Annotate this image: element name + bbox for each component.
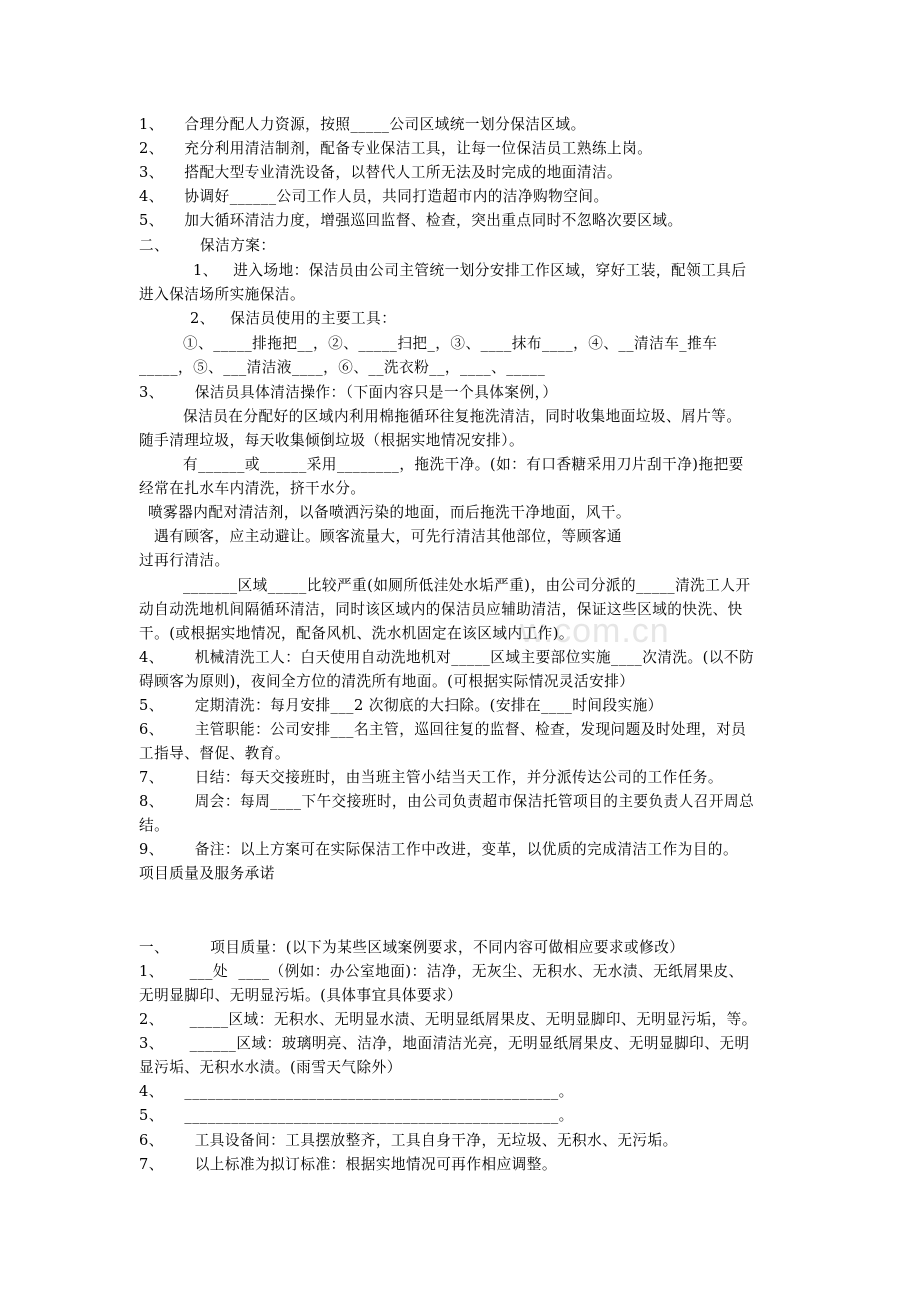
section-heading: 二、 保洁方案： (139, 237, 276, 254)
text-line: 进入保洁场所实施保洁。 (139, 286, 306, 303)
text-line: 3、 ______区域：玻璃明亮、洁净，地面清洁光亮，无明显纸屑果皮、无明显脚印、无明 (139, 1035, 750, 1052)
text-line: 9、 备注：以上方案可在实际保洁工作中改进，变革，以优质的完成清洁工作为目的。 (139, 841, 739, 858)
text-line: 7、 日结：每天交接班时，由当班主管小结当天工作，并分派传达公司的工作任务。 (139, 769, 723, 786)
text-line: 显污垢、无积水水渍。(雨雪天气除外） (139, 1059, 402, 1076)
text-line: 干。(或根据实地情况，配备风机、洗水机固定在该区域内工作)。 (139, 625, 575, 642)
text-line: ①、_____排拖把__，②、_____扫把_，③、____抹布____，④、__清洁车_推车 (183, 335, 718, 352)
text-line: 1、 进入场地：保洁员由公司主管统一划分安排工作区域，穿好工装，配领工具后 (193, 262, 747, 279)
text-line: 4、 机械清洗工人：白天使用自动洗地机对_____区域主要部位实施____次清洗。(以不防 (139, 649, 755, 666)
text-line: 1、 ___处 ____（例如：办公室地面)：洁净，无灰尘、无积水、无水渍、无纸屑果皮、 (139, 963, 744, 980)
text-line: 遇有顾客，应主动避让。顾客流量大，可先行清洁其他部位，等顾客通 (154, 528, 622, 545)
text-line: 1、 合理分配人力资源，按照_____公司区域统一划分保洁区域。 (139, 116, 586, 133)
text-line: 5、 ________________________________________________。 (139, 1107, 574, 1124)
text-line: 4、 ________________________________________________。 (139, 1083, 574, 1100)
text-line: _____，⑤、___清洁液____，⑥、__洗衣粉__，____、_____ (139, 359, 546, 376)
section-heading: 一、 项目质量：(以下为某些区域案例要求，不同内容可做相应要求或修改） (139, 939, 685, 956)
text-line: 动自动洗地机间隔循环清洁，同时该区域内的保洁员应辅助清洁，保证这些区域的快洗、快 (139, 601, 743, 618)
text-line: 4、 协调好______公司工作人员，共同打造超市内的洁净购物空间。 (139, 188, 609, 205)
text-line: 3、 保洁员具体清洁操作：（下面内容只是一个具体案例，） (139, 384, 558, 401)
text-line: 7、 以上标准为拟订标准：根据实地情况可再作相应调整。 (139, 1156, 557, 1173)
text-line: 5、 定期清洗：每月安排___2 次彻底的大扫除。(安排在____时间段实施） (139, 697, 663, 714)
text-line: 6、 主管职能：公司安排___名主管，巡回往复的监督、检查，发现问题及时处理，对员 (139, 721, 747, 738)
text-line: 6、 工具设备间：工具摆放整齐，工具自身干净，无垃圾、无积水、无污垢。 (139, 1132, 678, 1149)
text-line: 2、 _____区域：无积水、无明显水渍、无明显纸屑果皮、无明显脚印、无明显污垢，等。 (139, 1011, 757, 1028)
text-line: 喷雾器内配对清洁剂，以备喷洒污染的地面，而后拖洗干净地面，风干。 (148, 504, 632, 521)
text-line: 2、 保洁员使用的主要工具： (190, 310, 397, 327)
text-line: 碍顾客为原则)，夜间全方位的清洗所有地面。(可根据实际情况灵活安排） (139, 673, 635, 690)
text-line: 工指导、督促、教育。 (139, 745, 290, 762)
text-line: 3、 搭配大型专业清洗设备，以替代人工所无法及时完成的地面清洁。 (139, 164, 623, 181)
text-line: 经常在扎水车内清洗，挤干水分。 (139, 480, 366, 497)
section-title: 项目质量及服务承诺 (139, 865, 275, 882)
text-line: 5、 加大循环清洁力度，增强巡回监督、检查，突出重点同时不忽略次要区域。 (139, 212, 683, 229)
text-line: 8、 周会：每周____下午交接班时，由公司负责超市保洁托管项目的主要负责人召开周总 (139, 793, 755, 810)
text-line: 无明显脚印、无明显污垢。(具体事宜具体要求） (139, 987, 463, 1004)
text-line: 随手清理垃圾，每天收集倾倒垃圾（根据实地情况安排）。 (139, 432, 525, 449)
text-line: 过再行清洁。 (139, 552, 230, 569)
text-line: 有______或______采用________，拖洗干净。(如：有口香糖采用刀片刮干净)拖把要 (183, 456, 744, 473)
text-line: 结。 (139, 817, 170, 834)
text-line: _______区域_____比较严重(如厕所低洼处水垢严重)，由公司分派的_____清洗工人开 (183, 577, 751, 594)
text-line: 2、 充分利用清洁制剂，配备专业保洁工具，让每一位保洁员工熟练上岗。 (139, 140, 653, 157)
watermark-text: w.com.cn (520, 612, 670, 650)
text-line: 保洁员在分配好的区域内利用棉拖循环往复拖洗清洁，同时收集地面垃圾、屑片等。 (183, 408, 742, 425)
